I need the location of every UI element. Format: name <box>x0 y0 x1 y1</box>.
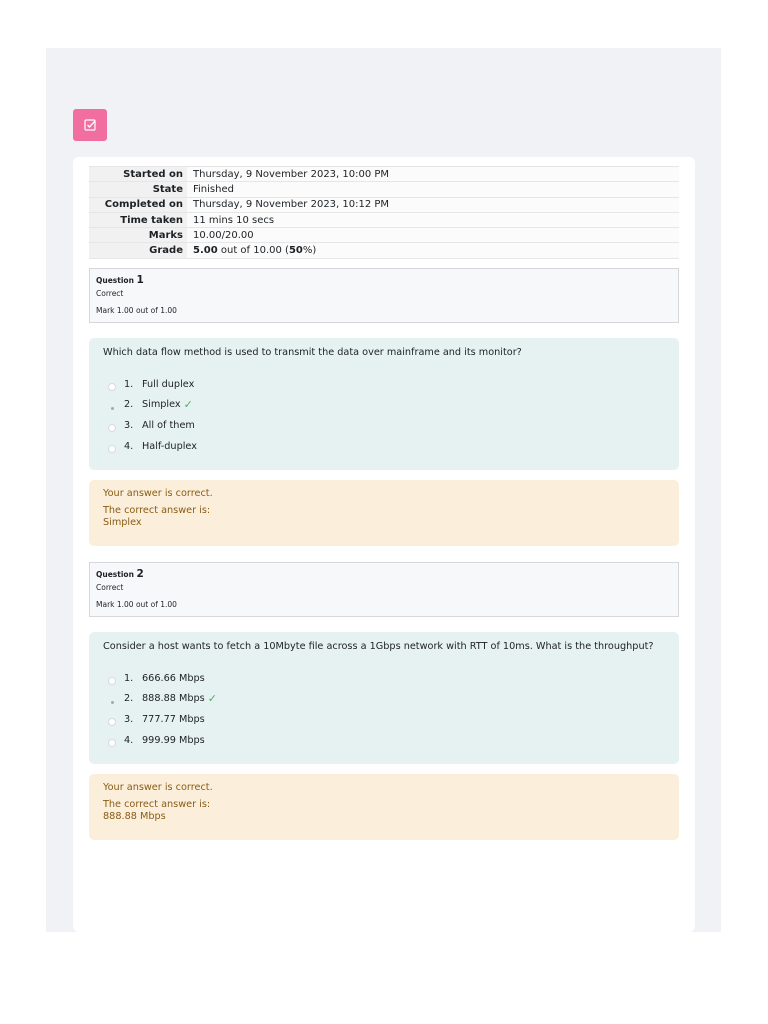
summary-value: Thursday, 9 November 2023, 10:12 PM <box>187 197 679 212</box>
summary-value: 11 mins 10 secs <box>187 212 679 227</box>
question-prefix: Question <box>96 276 134 285</box>
summary-row-time-taken <box>89 212 679 227</box>
radio-button[interactable] <box>108 677 116 685</box>
grade-percent: 50 <box>288 245 303 257</box>
question-info-2 <box>89 562 679 617</box>
option-number: 4. <box>124 734 134 746</box>
answer-feedback-2 <box>89 774 679 840</box>
radio-button-selected[interactable] <box>108 404 116 412</box>
question-num: 1 <box>136 274 144 286</box>
summary-value: 10.00/20.00 <box>187 228 679 243</box>
option-label: 777.77 Mbps <box>142 713 205 725</box>
summary-value <box>187 243 679 258</box>
feedback-right-answer: 888.88 Mbps <box>103 811 166 822</box>
question-number <box>96 568 672 580</box>
option-number: 2. <box>124 399 134 411</box>
question-prefix: Question <box>96 570 134 579</box>
question-formulation-2 <box>89 632 679 764</box>
attempt-summary-table <box>89 166 679 259</box>
summary-label: Completed on <box>89 197 187 212</box>
summary-value: Thursday, 9 November 2023, 10:00 PM <box>187 167 679 182</box>
option-label: All of them <box>142 419 195 431</box>
option-number: 2. <box>124 693 134 705</box>
option-number: 4. <box>124 440 134 452</box>
grade-end: %) <box>302 245 317 257</box>
summary-row-state <box>89 182 679 197</box>
question-state: Correct <box>96 289 124 298</box>
option-label: 666.66 Mbps <box>142 672 205 684</box>
option-label: Simplex <box>142 399 181 411</box>
grade-mid: out of 10.00 ( <box>217 245 289 257</box>
option-number: 1. <box>124 378 134 390</box>
option-label: 999.99 Mbps <box>142 734 205 746</box>
quiz-review-card <box>73 157 695 932</box>
summary-value: Finished <box>187 182 679 197</box>
answer-option[interactable] <box>103 709 665 730</box>
question-info-1 <box>89 268 679 323</box>
answer-option[interactable] <box>103 374 665 395</box>
summary-label: Started on <box>89 167 187 182</box>
question-number <box>96 274 672 286</box>
option-number: 1. <box>124 672 134 684</box>
summary-label: State <box>89 182 187 197</box>
question-grade: Mark 1.00 out of 1.00 <box>96 306 177 315</box>
answer-option[interactable] <box>103 436 665 457</box>
question-text: Consider a host wants to fetch a 10Mbyte file across a 1Gbps network with RTT of 10ms. What is the throughput? <box>103 641 654 652</box>
option-number: 3. <box>124 419 134 431</box>
feedback-right-answer-label: The correct answer is: <box>103 799 211 810</box>
check-icon: ✓ <box>183 398 193 412</box>
answer-option[interactable] <box>103 668 665 689</box>
feedback-right-answer: Simplex <box>103 517 142 528</box>
feedback-right-answer-label: The correct answer is: <box>103 505 211 516</box>
feedback-correct: Your answer is correct. <box>103 782 213 793</box>
summary-row-completed <box>89 197 679 212</box>
summary-row-marks <box>89 228 679 243</box>
radio-button[interactable] <box>108 445 116 453</box>
answer-options <box>103 374 665 456</box>
option-label: 888.88 Mbps <box>142 693 205 705</box>
option-number: 3. <box>124 713 134 725</box>
answer-option[interactable] <box>103 395 665 416</box>
question-formulation-1 <box>89 338 679 470</box>
radio-button[interactable] <box>108 718 116 726</box>
answer-feedback-1 <box>89 480 679 546</box>
summary-row-grade <box>89 243 679 258</box>
question-grade: Mark 1.00 out of 1.00 <box>96 600 177 609</box>
summary-label: Grade <box>89 243 187 258</box>
question-num: 2 <box>136 568 144 580</box>
answer-option[interactable] <box>103 415 665 436</box>
page-background <box>46 48 721 932</box>
answer-option[interactable] <box>103 689 665 710</box>
option-label: Full duplex <box>142 378 195 390</box>
check-icon: ✓ <box>207 692 217 706</box>
answer-option[interactable] <box>103 730 665 751</box>
question-state: Correct <box>96 583 124 592</box>
summary-label: Time taken <box>89 212 187 227</box>
feedback-correct: Your answer is correct. <box>103 488 213 499</box>
quiz-check-icon <box>73 109 107 141</box>
radio-button[interactable] <box>108 383 116 391</box>
question-text: Which data flow method is used to transmit the data over mainframe and its monitor? <box>103 347 522 358</box>
summary-label: Marks <box>89 228 187 243</box>
radio-button-selected[interactable] <box>108 698 116 706</box>
grade-score: 5.00 <box>193 245 218 257</box>
radio-button[interactable] <box>108 424 116 432</box>
summary-row-started <box>89 167 679 182</box>
radio-button[interactable] <box>108 739 116 747</box>
option-label: Half-duplex <box>142 440 197 452</box>
answer-options <box>103 668 665 750</box>
